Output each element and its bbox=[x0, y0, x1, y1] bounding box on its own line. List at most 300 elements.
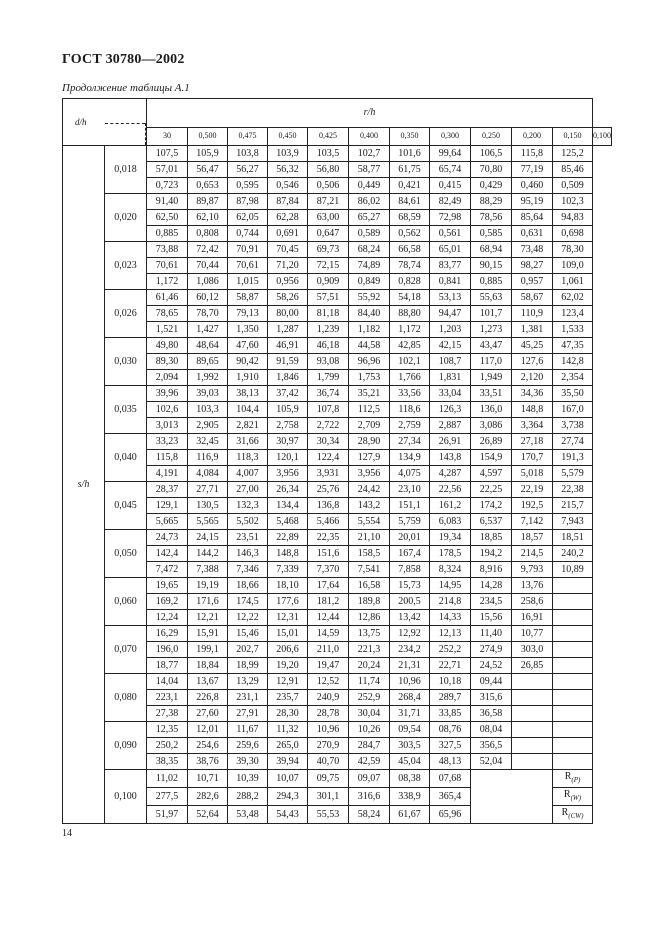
table-cell: 65,74 bbox=[430, 162, 471, 178]
table-row bbox=[63, 482, 612, 498]
table-cell: 129,1 bbox=[147, 498, 188, 514]
table-cell: 22,25 bbox=[471, 482, 512, 498]
table-cell: 240,2 bbox=[553, 546, 593, 562]
table-cell: 136,8 bbox=[308, 498, 349, 514]
table-row bbox=[63, 722, 612, 738]
table-cell: 158,5 bbox=[349, 546, 390, 562]
table-cell: 28,78 bbox=[308, 706, 349, 722]
column-header: 0,425 bbox=[308, 127, 349, 145]
table-cell: 167,0 bbox=[553, 402, 593, 418]
table-cell: 118,6 bbox=[390, 402, 430, 418]
table-cell: 08,76 bbox=[430, 722, 471, 738]
table-cell: 174,5 bbox=[228, 594, 268, 610]
table-row bbox=[63, 242, 612, 258]
table-cell: 15,01 bbox=[268, 626, 308, 642]
table-cell: 277,5 bbox=[147, 788, 188, 806]
table-cell: 15,73 bbox=[390, 578, 430, 594]
table-cell: 240,9 bbox=[308, 690, 349, 706]
table-cell: 28,90 bbox=[349, 434, 390, 450]
table-row bbox=[63, 674, 612, 690]
table-cell: 12,13 bbox=[430, 626, 471, 642]
table-cell: 226,8 bbox=[188, 690, 228, 706]
empty-cell bbox=[553, 658, 593, 674]
table-cell: 288,2 bbox=[228, 788, 268, 806]
table-cell: 09,54 bbox=[390, 722, 430, 738]
table-cell: 105,9 bbox=[188, 146, 228, 162]
column-header-30: 30 bbox=[147, 127, 188, 145]
table-cell: 13,42 bbox=[390, 610, 430, 626]
table-cell: 74,89 bbox=[349, 258, 390, 274]
table-cell: 4,084 bbox=[188, 466, 228, 482]
table-cell: 1,831 bbox=[430, 370, 471, 386]
row-header: 0,030 bbox=[105, 338, 147, 386]
document-title: ГОСТ 30780—2002 bbox=[62, 52, 185, 67]
table-cell: 87,21 bbox=[308, 194, 349, 210]
table-cell: 88,29 bbox=[471, 194, 512, 210]
table-cell: 18,66 bbox=[228, 578, 268, 594]
table-cell: 26,85 bbox=[512, 658, 553, 674]
table-cell: 08,04 bbox=[471, 722, 512, 738]
table-cell: 70,61 bbox=[147, 258, 188, 274]
column-header: 0,100 bbox=[593, 127, 612, 145]
table-row bbox=[63, 386, 612, 402]
table-cell: 1,992 bbox=[188, 370, 228, 386]
table-cell: 259,6 bbox=[228, 738, 268, 754]
row-header: 0,080 bbox=[105, 674, 147, 722]
table-cell: 42,59 bbox=[349, 754, 390, 770]
table-cell: 12,86 bbox=[349, 610, 390, 626]
table-cell: 10,39 bbox=[228, 770, 268, 788]
table-cell: 57,01 bbox=[147, 162, 188, 178]
table-cell: 87,84 bbox=[268, 194, 308, 210]
table-cell: 80,00 bbox=[268, 306, 308, 322]
table-cell: 33,51 bbox=[471, 386, 512, 402]
table-cell: 09,07 bbox=[349, 770, 390, 788]
table-cell: 101,6 bbox=[390, 146, 430, 162]
table-cell: 20,01 bbox=[390, 530, 430, 546]
table-cell: 22,38 bbox=[553, 482, 593, 498]
table-cell: 5,018 bbox=[512, 466, 553, 482]
table-cell: 0,885 bbox=[471, 274, 512, 290]
table-cell: 206,6 bbox=[268, 642, 308, 658]
table-cell: 294,3 bbox=[268, 788, 308, 806]
row-header: 0,023 bbox=[105, 242, 147, 290]
table-cell: 7,472 bbox=[147, 562, 188, 578]
table-cell: 10,07 bbox=[268, 770, 308, 788]
table-cell: 61,46 bbox=[147, 290, 188, 306]
table-cell: 2,759 bbox=[390, 418, 430, 434]
table-cell: 5,466 bbox=[308, 514, 349, 530]
table-cell: 234,5 bbox=[471, 594, 512, 610]
table-cell: 1,910 bbox=[228, 370, 268, 386]
table-cell: 7,541 bbox=[349, 562, 390, 578]
column-header: 0,300 bbox=[430, 127, 471, 145]
row-header: 0,050 bbox=[105, 530, 147, 578]
table-cell: 4,191 bbox=[147, 466, 188, 482]
row-header: 0,040 bbox=[105, 434, 147, 482]
table-cell: 1,753 bbox=[349, 370, 390, 386]
table-cell: 0,723 bbox=[147, 178, 188, 194]
table-cell: 142,4 bbox=[147, 546, 188, 562]
table-cell: 327,5 bbox=[430, 738, 471, 754]
table-cell: 78,74 bbox=[390, 258, 430, 274]
table-cell: 1,799 bbox=[308, 370, 349, 386]
column-header: 0,500 bbox=[188, 127, 228, 145]
empty-cell bbox=[553, 594, 593, 610]
table-row bbox=[63, 770, 612, 788]
table-cell: 316,6 bbox=[349, 788, 390, 806]
table-cell: 71,20 bbox=[268, 258, 308, 274]
table-cell: 214,5 bbox=[512, 546, 553, 562]
table-cell: 1,427 bbox=[188, 322, 228, 338]
empty-cell bbox=[553, 738, 593, 754]
table-cell: 89,30 bbox=[147, 354, 188, 370]
table-cell: 11,02 bbox=[147, 770, 188, 788]
table-cell: 56,47 bbox=[188, 162, 228, 178]
table-cell: 199,1 bbox=[188, 642, 228, 658]
table-cell: 103,8 bbox=[228, 146, 268, 162]
table-cell: 89,87 bbox=[188, 194, 228, 210]
table-cell: 1,061 bbox=[553, 274, 593, 290]
table-cell: 0,808 bbox=[188, 226, 228, 242]
table-cell: 24,73 bbox=[147, 530, 188, 546]
table-cell: 85,64 bbox=[512, 210, 553, 226]
table-cell: 10,26 bbox=[349, 722, 390, 738]
table-cell: 6,083 bbox=[430, 514, 471, 530]
table-cell: 2,758 bbox=[268, 418, 308, 434]
table-cell: 5,565 bbox=[188, 514, 228, 530]
table-cell: 24,42 bbox=[349, 482, 390, 498]
table-cell: 14,28 bbox=[471, 578, 512, 594]
table-cell: 33,23 bbox=[147, 434, 188, 450]
table-cell: 12,31 bbox=[268, 610, 308, 626]
table-cell: 125,2 bbox=[553, 146, 593, 162]
table-cell: 61,67 bbox=[390, 806, 430, 824]
table-cell: 22,35 bbox=[308, 530, 349, 546]
empty-cell bbox=[553, 642, 593, 658]
table-cell: 73,88 bbox=[147, 242, 188, 258]
table-cell: 23,51 bbox=[228, 530, 268, 546]
table-cell: 120,1 bbox=[268, 450, 308, 466]
table-cell: 2,354 bbox=[553, 370, 593, 386]
empty-cell bbox=[512, 706, 553, 722]
table-cell: 11,74 bbox=[349, 674, 390, 690]
table-cell: 10,71 bbox=[188, 770, 228, 788]
table-cell: 1,273 bbox=[471, 322, 512, 338]
table-cell: 200,5 bbox=[390, 594, 430, 610]
table-cell: 123,4 bbox=[553, 306, 593, 322]
table-cell: 268,4 bbox=[390, 690, 430, 706]
table-cell: 18,99 bbox=[228, 658, 268, 674]
table-cell: 0,885 bbox=[147, 226, 188, 242]
table-cell: 62,10 bbox=[188, 210, 228, 226]
table-cell: 58,67 bbox=[512, 290, 553, 306]
table-cell: 0,828 bbox=[390, 274, 430, 290]
table-cell: 19,20 bbox=[268, 658, 308, 674]
table-cell: 42,85 bbox=[390, 338, 430, 354]
table-cell: 103,5 bbox=[308, 146, 349, 162]
table-corner-cell bbox=[63, 99, 147, 146]
table-cell: 10,18 bbox=[430, 674, 471, 690]
empty-cell bbox=[512, 754, 553, 770]
row-header: 0,070 bbox=[105, 626, 147, 674]
table-cell: 3,364 bbox=[512, 418, 553, 434]
empty-cell bbox=[512, 722, 553, 738]
table-cell: 0,647 bbox=[308, 226, 349, 242]
table-cell: 169,2 bbox=[147, 594, 188, 610]
table-cell: 235,7 bbox=[268, 690, 308, 706]
table-cell: 9,793 bbox=[512, 562, 553, 578]
table-cell: 0,460 bbox=[512, 178, 553, 194]
table-cell: 54,43 bbox=[268, 806, 308, 824]
table-cell: 148,8 bbox=[512, 402, 553, 418]
table-cell: 53,13 bbox=[430, 290, 471, 306]
legend-subscript: (W) bbox=[570, 794, 582, 802]
table-cell: 223,1 bbox=[147, 690, 188, 706]
column-header: 0,250 bbox=[471, 127, 512, 145]
table-cell: 5,554 bbox=[349, 514, 390, 530]
table-cell: 27,91 bbox=[228, 706, 268, 722]
table-cell: 5,665 bbox=[147, 514, 188, 530]
table-cell: 39,94 bbox=[268, 754, 308, 770]
empty-cell bbox=[553, 626, 593, 642]
table-cell: 289,7 bbox=[430, 690, 471, 706]
table-cell: 10,96 bbox=[308, 722, 349, 738]
table-row bbox=[63, 626, 612, 642]
table-row bbox=[63, 338, 612, 354]
table-cell: 95,19 bbox=[512, 194, 553, 210]
table-cell: 45,25 bbox=[512, 338, 553, 354]
table-cell: 252,2 bbox=[430, 642, 471, 658]
table-row bbox=[63, 530, 612, 546]
corner-dash-vertical bbox=[145, 123, 146, 145]
table-cell: 69,73 bbox=[308, 242, 349, 258]
empty-cell bbox=[553, 674, 593, 690]
table-cell: 181,2 bbox=[308, 594, 349, 610]
table-cell: 1,203 bbox=[430, 322, 471, 338]
table-cell: 25,76 bbox=[308, 482, 349, 498]
table-cell: 0,562 bbox=[390, 226, 430, 242]
row-header: 0,060 bbox=[105, 578, 147, 626]
corner-label: d/h bbox=[75, 117, 87, 127]
table-cell: 1,350 bbox=[228, 322, 268, 338]
column-header: 0,350 bbox=[390, 127, 430, 145]
table-cell: 53,48 bbox=[228, 806, 268, 824]
table-cell: 1,381 bbox=[512, 322, 553, 338]
table-cell: 62,05 bbox=[228, 210, 268, 226]
table-cell: 1,172 bbox=[390, 322, 430, 338]
table-cell: 82,49 bbox=[430, 194, 471, 210]
row-header: 0,045 bbox=[105, 482, 147, 530]
table-cell: 62,02 bbox=[553, 290, 593, 306]
table-cell: 93,08 bbox=[308, 354, 349, 370]
table-cell: 24,52 bbox=[471, 658, 512, 674]
table-cell: 1,086 bbox=[188, 274, 228, 290]
table-cell: 62,28 bbox=[268, 210, 308, 226]
table-cell: 19,19 bbox=[188, 578, 228, 594]
legend-subscript: (CW) bbox=[568, 812, 584, 820]
table-cell: 1,766 bbox=[390, 370, 430, 386]
table-cell: 48,64 bbox=[188, 338, 228, 354]
table-cell: 12,44 bbox=[308, 610, 349, 626]
table-cell: 178,5 bbox=[430, 546, 471, 562]
table-cell: 85,46 bbox=[553, 162, 593, 178]
table-cell: 15,56 bbox=[471, 610, 512, 626]
table-cell: 33,85 bbox=[430, 706, 471, 722]
row-header: 0,026 bbox=[105, 290, 147, 338]
row-group-header: s/h bbox=[63, 146, 105, 824]
table-cell: 46,91 bbox=[268, 338, 308, 354]
table-cell: 18,77 bbox=[147, 658, 188, 674]
table-cell: 270,9 bbox=[308, 738, 349, 754]
table-cell: 0,509 bbox=[553, 178, 593, 194]
table-cell: 134,9 bbox=[390, 450, 430, 466]
table-cell: 27,38 bbox=[147, 706, 188, 722]
table-cell: 68,59 bbox=[390, 210, 430, 226]
table-cell: 56,80 bbox=[308, 162, 349, 178]
legend-symbol: R bbox=[563, 789, 571, 800]
table-cell: 09,75 bbox=[308, 770, 349, 788]
table-cell: 115,8 bbox=[147, 450, 188, 466]
column-header: 0,150 bbox=[553, 127, 593, 145]
table-cell: 16,58 bbox=[349, 578, 390, 594]
table-cell: 284,7 bbox=[349, 738, 390, 754]
table-cell: 146,3 bbox=[228, 546, 268, 562]
table-cell: 72,42 bbox=[188, 242, 228, 258]
table-cell: 65,27 bbox=[349, 210, 390, 226]
table-cell: 20,24 bbox=[349, 658, 390, 674]
table-cell: 0,506 bbox=[308, 178, 349, 194]
table-cell: 13,29 bbox=[228, 674, 268, 690]
table-cell: 0,429 bbox=[471, 178, 512, 194]
table-cell: 0,589 bbox=[349, 226, 390, 242]
table-cell: 127,9 bbox=[349, 450, 390, 466]
table-cell: 22,89 bbox=[268, 530, 308, 546]
table-cell: 55,92 bbox=[349, 290, 390, 306]
table-cell: 1,015 bbox=[228, 274, 268, 290]
table-cell: 132,3 bbox=[228, 498, 268, 514]
column-header: 0,200 bbox=[512, 127, 553, 145]
page-number: 14 bbox=[62, 828, 72, 839]
table-cell: 19,47 bbox=[308, 658, 349, 674]
table-cell: 1,949 bbox=[471, 370, 512, 386]
table-cell: 42,15 bbox=[430, 338, 471, 354]
table-cell: 30,97 bbox=[268, 434, 308, 450]
table-row bbox=[63, 194, 612, 210]
table-cell: 101,7 bbox=[471, 306, 512, 322]
table-cell: 2,709 bbox=[349, 418, 390, 434]
table-cell: 108,7 bbox=[430, 354, 471, 370]
table-cell: 2,905 bbox=[188, 418, 228, 434]
table-cell: 1,846 bbox=[268, 370, 308, 386]
table-cell: 315,6 bbox=[471, 690, 512, 706]
table-cell: 5,502 bbox=[228, 514, 268, 530]
table-cell: 37,42 bbox=[268, 386, 308, 402]
table-caption: Продолжение таблицы А.1 bbox=[62, 82, 190, 94]
table-cell: 55,53 bbox=[308, 806, 349, 824]
table-cell: 68,24 bbox=[349, 242, 390, 258]
table-cell: 65,96 bbox=[430, 806, 471, 824]
column-header: 0,400 bbox=[349, 127, 390, 145]
table-cell: 12,91 bbox=[268, 674, 308, 690]
table-cell: 88,80 bbox=[390, 306, 430, 322]
table-cell: 21,10 bbox=[349, 530, 390, 546]
legend-cell bbox=[553, 806, 593, 824]
table-cell: 14,33 bbox=[430, 610, 471, 626]
table-cell: 35,50 bbox=[553, 386, 593, 402]
table-cell: 112,5 bbox=[349, 402, 390, 418]
table-cell: 196,0 bbox=[147, 642, 188, 658]
column-group-header: r/h bbox=[147, 99, 593, 128]
table-cell: 117,0 bbox=[471, 354, 512, 370]
table-cell: 15,91 bbox=[188, 626, 228, 642]
table-cell: 161,2 bbox=[430, 498, 471, 514]
table-cell: 4,075 bbox=[390, 466, 430, 482]
table-cell: 09,44 bbox=[471, 674, 512, 690]
table-cell: 12,24 bbox=[147, 610, 188, 626]
table-cell: 24,15 bbox=[188, 530, 228, 546]
table-cell: 4,597 bbox=[471, 466, 512, 482]
table-cell: 38,13 bbox=[228, 386, 268, 402]
table-cell: 48,13 bbox=[430, 754, 471, 770]
table-cell: 17,64 bbox=[308, 578, 349, 594]
table-cell: 143,8 bbox=[430, 450, 471, 466]
table-cell: 234,2 bbox=[390, 642, 430, 658]
table-cell: 154,9 bbox=[471, 450, 512, 466]
table-cell: 39,03 bbox=[188, 386, 228, 402]
table-cell: 78,70 bbox=[188, 306, 228, 322]
table-cell: 109,0 bbox=[553, 258, 593, 274]
table-cell: 98,27 bbox=[512, 258, 553, 274]
table-cell: 31,66 bbox=[228, 434, 268, 450]
table-cell: 83,77 bbox=[430, 258, 471, 274]
table-cell: 22,56 bbox=[430, 482, 471, 498]
table-cell: 115,8 bbox=[512, 146, 553, 162]
table-cell: 73,48 bbox=[512, 242, 553, 258]
table-cell: 8,324 bbox=[430, 562, 471, 578]
table-cell: 28,37 bbox=[147, 482, 188, 498]
table-cell: 26,89 bbox=[471, 434, 512, 450]
table-cell: 68,94 bbox=[471, 242, 512, 258]
table-cell: 30,34 bbox=[308, 434, 349, 450]
table-row bbox=[63, 290, 612, 306]
table-cell: 58,24 bbox=[349, 806, 390, 824]
table-cell: 143,2 bbox=[349, 498, 390, 514]
table-cell: 116,9 bbox=[188, 450, 228, 466]
table-cell: 16,91 bbox=[512, 610, 553, 626]
table-cell: 12,52 bbox=[308, 674, 349, 690]
table-cell: 22,19 bbox=[512, 482, 553, 498]
corner-dash-horizontal bbox=[105, 123, 145, 124]
table-cell: 103,9 bbox=[268, 146, 308, 162]
table-cell: 87,98 bbox=[228, 194, 268, 210]
table-cell: 13,76 bbox=[512, 578, 553, 594]
table-cell: 258,6 bbox=[512, 594, 553, 610]
table-cell: 170,7 bbox=[512, 450, 553, 466]
table-cell: 21,31 bbox=[390, 658, 430, 674]
table-cell: 36,74 bbox=[308, 386, 349, 402]
table-cell: 7,370 bbox=[308, 562, 349, 578]
table-cell: 274,9 bbox=[471, 642, 512, 658]
table-cell: 38,35 bbox=[147, 754, 188, 770]
table-cell: 12,92 bbox=[390, 626, 430, 642]
table-cell: 0,956 bbox=[268, 274, 308, 290]
table-cell: 8,916 bbox=[471, 562, 512, 578]
table-cell: 54,18 bbox=[390, 290, 430, 306]
table-cell: 174,2 bbox=[471, 498, 512, 514]
table-cell: 46,18 bbox=[308, 338, 349, 354]
table-cell: 110,9 bbox=[512, 306, 553, 322]
